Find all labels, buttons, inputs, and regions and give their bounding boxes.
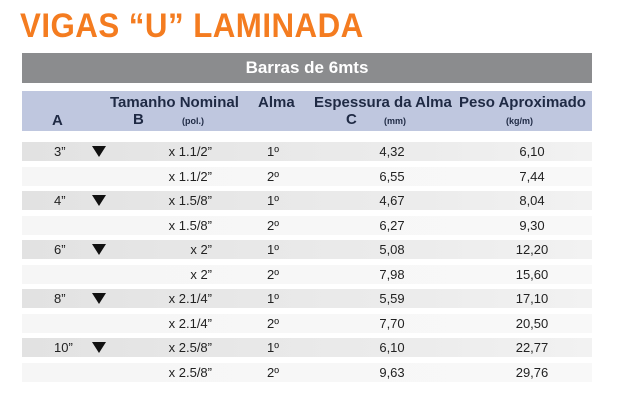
table-row <box>22 240 592 259</box>
table-row <box>22 216 592 235</box>
header-pol: (pol.) <box>182 116 204 126</box>
header-c: C <box>346 111 357 128</box>
cell-a: 10” <box>54 340 73 355</box>
cell-espessura: 4,67 <box>379 193 405 208</box>
cell-b: x 2” <box>190 266 212 282</box>
cell-espessura: 7,98 <box>379 266 405 282</box>
cell-peso: 20,50 <box>515 315 549 331</box>
table-header <box>22 91 592 131</box>
cell-b: x 1.1/2” <box>168 168 212 184</box>
cell-peso: 15,60 <box>515 266 549 282</box>
cell-peso: 17,10 <box>515 291 549 306</box>
header-peso: Peso Aproximado <box>459 94 586 111</box>
cell-peso: 12,20 <box>515 242 549 257</box>
table-row <box>22 142 592 161</box>
header-espessura: Espessura da Alma <box>314 94 452 111</box>
table-row <box>22 167 592 186</box>
cell-alma: 2º <box>267 217 279 233</box>
header-b: B <box>133 111 144 128</box>
cell-espessura: 6,55 <box>379 168 405 184</box>
header-tamanho: Tamanho Nominal <box>110 94 239 111</box>
triangle-down-icon <box>92 146 106 157</box>
cell-alma: 2º <box>267 266 279 282</box>
cell-espessura: 6,10 <box>379 340 405 355</box>
cell-alma: 1º <box>267 193 279 208</box>
table-banner: Barras de 6mts <box>22 53 592 83</box>
cell-alma: 2º <box>267 315 279 331</box>
cell-peso: 22,77 <box>515 340 549 355</box>
cell-alma: 2º <box>267 168 279 184</box>
header-kgm: (kg/m) <box>506 116 533 126</box>
cell-b: x 1.1/2” <box>168 144 212 159</box>
cell-b: x 2.5/8” <box>168 364 212 380</box>
header-mm: (mm) <box>384 116 406 126</box>
cell-alma: 1º <box>267 144 279 159</box>
cell-b: x 2” <box>190 242 212 257</box>
cell-b: x 2.1/4” <box>168 315 212 331</box>
cell-a: 3” <box>54 144 66 159</box>
table-row <box>22 314 592 333</box>
cell-b: x 2.5/8” <box>168 340 212 355</box>
cell-alma: 1º <box>267 242 279 257</box>
cell-alma: 1º <box>267 340 279 355</box>
cell-b: x 1.5/8” <box>168 217 212 233</box>
triangle-down-icon <box>92 293 106 304</box>
cell-a: 8” <box>54 291 66 306</box>
cell-b: x 1.5/8” <box>168 193 212 208</box>
cell-espessura: 7,70 <box>379 315 405 331</box>
cell-alma: 1º <box>267 291 279 306</box>
header-a: A <box>52 112 63 129</box>
cell-peso: 9,30 <box>519 217 545 233</box>
table-body <box>22 142 592 387</box>
page-title: VIGAS “U” LAMINADA <box>20 7 364 45</box>
cell-peso: 6,10 <box>519 144 545 159</box>
table-row <box>22 191 592 210</box>
table-row <box>22 265 592 284</box>
cell-peso: 8,04 <box>519 193 545 208</box>
cell-peso: 29,76 <box>515 364 549 380</box>
cell-alma: 2º <box>267 364 279 380</box>
triangle-down-icon <box>92 195 106 206</box>
cell-espessura: 4,32 <box>379 144 405 159</box>
cell-b: x 2.1/4” <box>168 291 212 306</box>
cell-espessura: 5,59 <box>379 291 405 306</box>
triangle-down-icon <box>92 244 106 255</box>
table-row <box>22 338 592 357</box>
cell-a: 6” <box>54 242 66 257</box>
cell-espessura: 5,08 <box>379 242 405 257</box>
header-alma: Alma <box>258 94 295 111</box>
table-row <box>22 363 592 382</box>
cell-espessura: 6,27 <box>379 217 405 233</box>
cell-peso: 7,44 <box>519 168 545 184</box>
cell-a: 4” <box>54 193 66 208</box>
cell-espessura: 9,63 <box>379 364 405 380</box>
triangle-down-icon <box>92 342 106 353</box>
table-row <box>22 289 592 308</box>
